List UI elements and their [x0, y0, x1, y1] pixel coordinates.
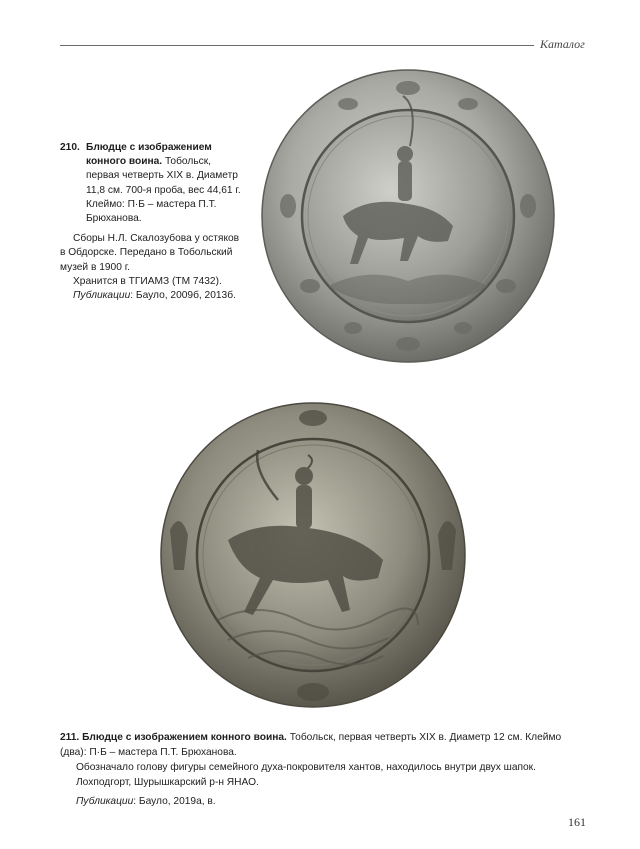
entry-heading [60, 141, 245, 226]
publications-label: Публикации [73, 290, 131, 302]
entry-publications [60, 794, 580, 809]
entry-title: Блюдце с изображением конного воина. [82, 732, 287, 743]
publications-label: Публикации [76, 796, 134, 807]
entry-storage: Хранится в ТГИАМЗ (ТМ 7432). [73, 275, 222, 287]
entry-heading [60, 730, 580, 760]
running-head: Каталог [540, 37, 585, 51]
entry-location: Лохподгорт, Шурышкарский р-н ЯНАО. [76, 777, 259, 788]
entry-number: 211. [60, 732, 80, 743]
entry-description: Тобольск, первая четверть XIX в. Диаметр 12 см. Клеймо (два): П·Б – мастера П.Т. Брюханова. [60, 732, 562, 758]
entry-title: Блюдце с изображением конного воина. [86, 142, 212, 168]
entry-number: 210. [60, 142, 80, 153]
entry-description: Тобольск, первая четверть XIX в. Диаметр 11,8 см. 700-я проба, вес 44,61 г. Клеймо: П·Б – мастера П.Т. Брюханова. [86, 156, 241, 225]
catalog-entry-211 [60, 730, 580, 809]
entry-provenance: Сборы Н.Л. Скалозубова у остяков в Обдорске. Передано в Тобольский музей в 1900 г. [60, 233, 240, 273]
plate-photo-210 [258, 66, 558, 366]
entry-publications [60, 289, 245, 303]
publications-text: : Бауло, 2009б, 2013б. [130, 290, 236, 302]
page-number: 161 [568, 815, 586, 829]
header-rule [60, 45, 534, 46]
plate-photo-211 [158, 400, 468, 710]
catalog-entry-210 [60, 141, 245, 303]
publications-text: : Бауло, 2019а, в. [133, 796, 216, 807]
entry-note: Обозначало голову фигуры семейного духа-покровителя хантов, находилось внутри двух шапок. [76, 762, 536, 773]
